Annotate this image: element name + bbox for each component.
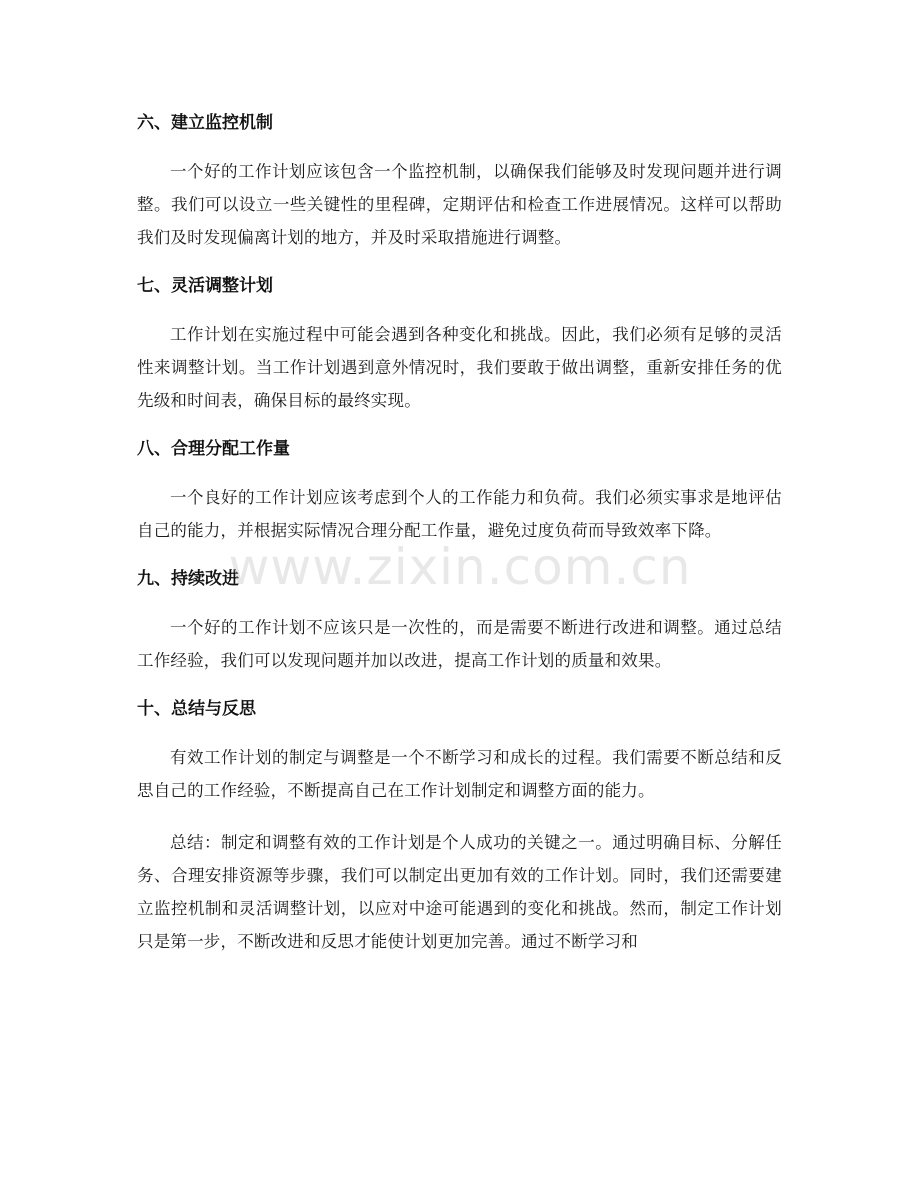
section-heading: 八、合理分配工作量 bbox=[137, 439, 290, 459]
section-7 bbox=[137, 273, 782, 417]
section-heading: 六、建立监控机制 bbox=[137, 113, 273, 133]
paragraph: 一个好的工作计划应该包含一个监控机制，以确保我们能够及时发现问题并进行调整。我们可以设立一些关键性的里程碑，定期评估和检查工作进展情况。这样可以帮助我们及时发现偏离计划的地方，并及时采取措施进行调整。 bbox=[137, 162, 782, 247]
section-9 bbox=[137, 566, 782, 677]
paragraph: 工作计划在实施过程中可能会遇到各种变化和挑战。因此，我们必须有足够的灵活性来调整计划。当工作计划遇到意外情况时，我们要敢于做出调整，重新安排任务的优先级和时间表，确保目标的最终实现。 bbox=[137, 325, 782, 410]
paragraph: 有效工作计划的制定与调整是一个不断学习和成长的过程。我们需要不断总结和反思自己的工作经验，不断提高自己在工作计划制定和调整方面的能力。 bbox=[137, 748, 782, 800]
section-heading: 十、总结与反思 bbox=[137, 699, 256, 719]
watermark: www.zixin.com.cn bbox=[228, 538, 692, 596]
section-heading: 七、灵活调整计划 bbox=[137, 276, 273, 296]
section-6 bbox=[137, 110, 782, 254]
section-10 bbox=[137, 696, 782, 958]
paragraph: 一个良好的工作计划应该考虑到个人的工作能力和负荷。我们必须实事求是地评估自己的能力，并根据实际情况合理分配工作量，避免过度负荷而导致效率下降。 bbox=[137, 488, 782, 540]
section-heading: 九、持续改进 bbox=[137, 569, 239, 589]
summary-paragraph: 总结：制定和调整有效的工作计划是个人成功的关键之一。通过明确目标、分解任务、合理安排资源等步骤，我们可以制定出更加有效的工作计划。同时，我们还需要建立监控机制和灵活调整计划，以应对中途可能遇到的变化和挑战。然而，制定工作计划只是第一步，不断改进和反思才能使计划更加完善。通过不断学习和 bbox=[137, 833, 782, 951]
paragraph: 一个好的工作计划不应该只是一次性的，而是需要不断进行改进和调整。通过总结工作经验，我们可以发现问题并加以改进，提高工作计划的质量和效果。 bbox=[137, 618, 782, 670]
document-body bbox=[137, 100, 782, 977]
section-8 bbox=[137, 436, 782, 547]
